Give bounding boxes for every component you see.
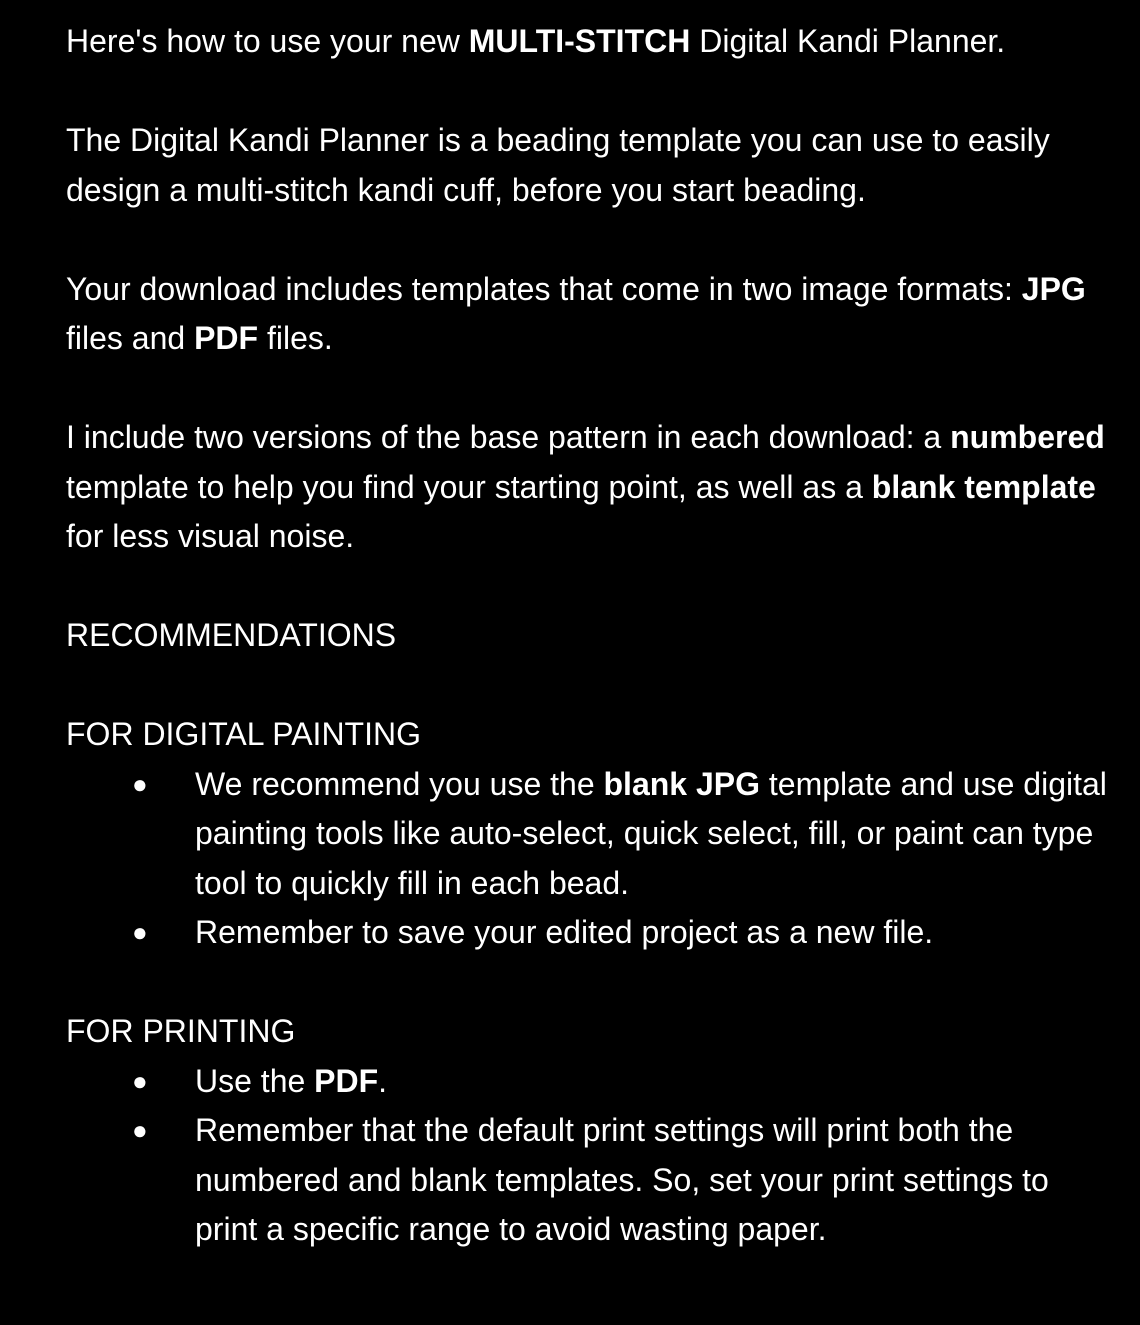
intro-prefix: Here's how to use your new [66,23,469,59]
bullet-icon: ● [132,1065,148,1096]
list-item [66,1106,1116,1255]
product-name: MULTI-STITCH [468,23,691,59]
printing-item1-prefix: Use the [195,1062,315,1099]
printing-item2-text: Remember that the default print settings will print both the numbered and blank templates. So, set your print settings to print a specific range to avoid wasting paper. [195,1112,1049,1247]
formats-suffix: files. [258,320,333,356]
instructions-document [66,17,1116,1255]
intro-paragraph [66,17,1116,67]
digital-painting-list [66,760,1116,958]
digital-item1-suffix: template and use digital painting tools like auto-select, quick select, fill, or paint can type tool to quickly fill in each bead. [195,765,1107,901]
list-item [66,1057,1116,1107]
list-item [66,908,1116,958]
digital-item2-text: Remember to save your edited project as a new file. [195,914,934,950]
blank-template-term: blank template [871,468,1096,505]
printing-item1-suffix: . [378,1062,388,1099]
digital-painting-heading: FOR DIGITAL PAINTING [66,716,421,752]
list-item [66,760,1116,909]
pdf-format: PDF [194,320,259,356]
versions-suffix: for less visual noise. [66,518,355,554]
bullet-icon: ● [132,917,148,947]
numbered-template-term: numbered [950,419,1105,455]
jpg-format: JPG [1021,270,1086,307]
digital-item1-bold: blank JPG [603,765,760,802]
formats-paragraph [66,265,1116,364]
formats-middle: files and [66,320,195,356]
bullet-icon: ● [132,1115,148,1145]
digital-item1-prefix: We recommend you use the [195,765,604,802]
intro-suffix: Digital Kandi Planner. [690,23,1006,59]
digital-painting-section [66,710,1116,958]
printing-heading: FOR PRINTING [66,1013,296,1049]
printing-list [66,1057,1116,1255]
bullet-icon: ● [132,768,148,799]
formats-prefix: Your download includes templates that come in two image formats: [66,270,1022,307]
recommendations-heading: RECOMMENDATIONS [66,617,397,653]
printing-section [66,1007,1116,1255]
versions-paragraph [66,413,1116,562]
printing-item1-bold: PDF [314,1062,379,1099]
versions-prefix: I include two versions of the base pattern in each download: a [66,419,951,455]
about-paragraph: The Digital Kandi Planner is a beading template you can use to easily design a multi-stitch kandi cuff, before you start beading. [66,122,1050,208]
versions-middle: template to help you find your starting point, as well as a [66,468,872,505]
